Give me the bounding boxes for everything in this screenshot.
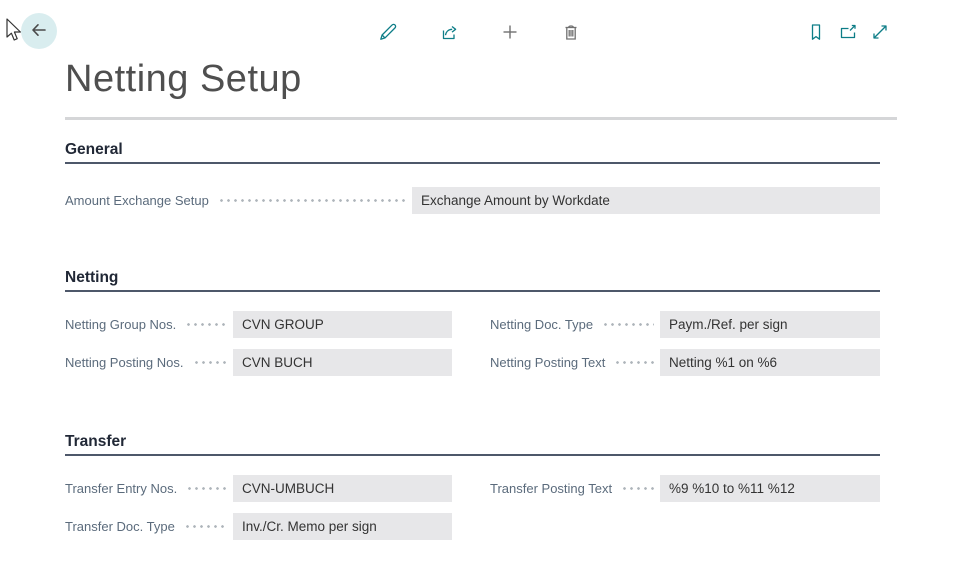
field-label: Netting Group Nos. bbox=[65, 317, 177, 332]
dotted-leader bbox=[218, 187, 406, 214]
delete-button[interactable] bbox=[561, 22, 581, 42]
bookmark-button[interactable] bbox=[806, 22, 826, 42]
field-transfer-posting-text bbox=[490, 475, 880, 502]
open-in-new-window-icon bbox=[838, 22, 858, 42]
field-label: Amount Exchange Setup bbox=[65, 193, 209, 208]
section-underline bbox=[65, 454, 880, 456]
field-value-transfer-posting-text[interactable]: %9 %10 to %11 %12 bbox=[660, 475, 880, 502]
field-value-transfer-doc-type[interactable]: Inv./Cr. Memo per sign bbox=[233, 513, 452, 540]
field-amount-exchange-setup bbox=[65, 187, 880, 214]
dotted-leader bbox=[602, 311, 654, 338]
section-underline bbox=[65, 290, 880, 292]
dotted-leader bbox=[186, 475, 227, 502]
toolbar-center bbox=[378, 22, 581, 42]
section-heading-transfer[interactable]: Transfer bbox=[65, 433, 127, 450]
field-label: Netting Posting Text bbox=[490, 355, 606, 370]
new-button[interactable] bbox=[500, 22, 520, 42]
field-label: Transfer Entry Nos. bbox=[65, 481, 178, 496]
field-value-amount-exchange-setup[interactable]: Exchange Amount by Workdate bbox=[412, 187, 880, 214]
share-button[interactable] bbox=[439, 22, 459, 42]
dotted-leader bbox=[614, 349, 654, 376]
dotted-leader bbox=[193, 349, 227, 376]
field-value-netting-group-nos[interactable]: CVN GROUP bbox=[233, 311, 452, 338]
field-value-netting-posting-nos[interactable]: CVN BUCH bbox=[233, 349, 452, 376]
field-value-transfer-entry-nos[interactable]: CVN-UMBUCH bbox=[233, 475, 452, 502]
back-arrow-icon bbox=[29, 20, 49, 43]
trash-icon bbox=[561, 22, 581, 42]
diagonal-arrows-icon bbox=[870, 22, 890, 42]
open-in-new-window-button[interactable] bbox=[838, 22, 858, 42]
field-netting-group-nos bbox=[65, 311, 452, 338]
field-label: Netting Doc. Type bbox=[490, 317, 594, 332]
back-button[interactable] bbox=[21, 13, 57, 49]
field-transfer-doc-type bbox=[65, 513, 452, 540]
dotted-leader bbox=[184, 513, 227, 540]
plus-icon bbox=[500, 22, 520, 42]
field-label: Transfer Posting Text bbox=[490, 481, 613, 496]
section-transfer bbox=[65, 432, 880, 540]
field-netting-doc-type bbox=[490, 311, 880, 338]
edit-button[interactable] bbox=[378, 22, 398, 42]
mouse-cursor bbox=[5, 17, 22, 44]
title-divider bbox=[65, 117, 897, 120]
dotted-leader bbox=[621, 475, 654, 502]
section-netting bbox=[65, 268, 880, 376]
toolbar-right bbox=[806, 22, 890, 42]
share-icon bbox=[439, 22, 459, 42]
bookmark-icon bbox=[806, 22, 826, 42]
page-title: Netting Setup bbox=[65, 58, 302, 100]
field-label: Transfer Doc. Type bbox=[65, 519, 175, 534]
field-value-netting-posting-text[interactable]: Netting %1 on %6 bbox=[660, 349, 880, 376]
field-transfer-entry-nos bbox=[65, 475, 452, 502]
section-heading-netting[interactable]: Netting bbox=[65, 269, 119, 286]
field-label: Netting Posting Nos. bbox=[65, 355, 184, 370]
section-underline bbox=[65, 162, 880, 164]
pencil-icon bbox=[378, 22, 398, 42]
field-value-netting-doc-type[interactable]: Paym./Ref. per sign bbox=[660, 311, 880, 338]
field-netting-posting-text bbox=[490, 349, 880, 376]
dotted-leader bbox=[185, 311, 227, 338]
expand-button[interactable] bbox=[870, 22, 890, 42]
section-general bbox=[65, 140, 880, 214]
section-heading-general[interactable]: General bbox=[65, 141, 123, 158]
field-netting-posting-nos bbox=[65, 349, 452, 376]
